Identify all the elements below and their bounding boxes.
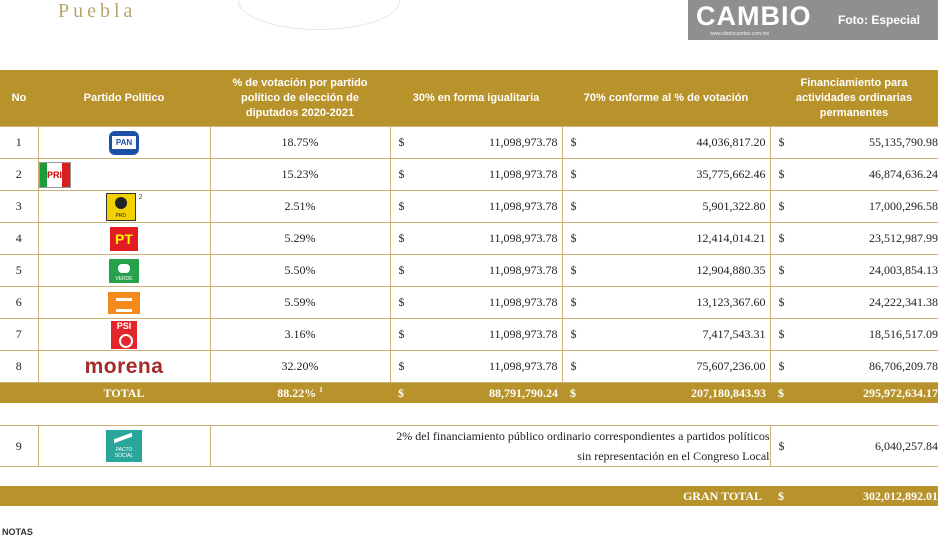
row-no: 8: [0, 351, 38, 383]
row-conforme: [562, 223, 770, 255]
row-pct: 5.59%: [210, 287, 390, 319]
row-igual: [390, 127, 562, 159]
amount: 12,414,014.21: [696, 231, 766, 245]
prd-logo-text: PRD: [115, 212, 127, 219]
currency-sign: $: [398, 359, 405, 373]
amount: 55,135,790.98: [869, 135, 938, 149]
pvem-logo-text: VERDE: [115, 275, 133, 282]
currency-sign: $: [570, 199, 577, 213]
currency-sign: $: [778, 385, 784, 400]
amount: 11,098,973.78: [488, 295, 558, 309]
seal-logo: [238, 0, 400, 30]
header-partido: Partido Político: [38, 70, 210, 127]
row-no: 3: [0, 191, 38, 223]
pri-logo-text: PRI: [47, 163, 62, 187]
amount: 7,417,543.31: [702, 327, 766, 341]
party-logo-cell: [38, 351, 210, 383]
total-financ: [770, 383, 938, 404]
currency-sign: $: [570, 263, 577, 277]
puebla-brand: Puebla: [58, 0, 137, 22]
amount: 13,123,367.60: [696, 295, 766, 309]
pt-logo-icon: PT: [110, 227, 138, 251]
amount: 207,180,843.93: [691, 385, 766, 400]
pan-logo-icon: [109, 131, 139, 155]
amount: 18,516,517.09: [869, 327, 938, 341]
amount: 35,775,662.46: [696, 167, 766, 181]
currency-sign: $: [570, 359, 577, 373]
cambio-banner: [688, 0, 938, 40]
pacto-social-logo-icon: [106, 430, 142, 462]
currency-sign: $: [570, 167, 577, 181]
currency-sign: $: [398, 135, 405, 149]
amount: 11,098,973.78: [488, 167, 558, 181]
row-conforme: [562, 287, 770, 319]
currency-sign: $: [778, 199, 785, 213]
row-pct: 5.50%: [210, 255, 390, 287]
small-parties-table: [0, 425, 938, 467]
cambio-url: www.diariocambio.com.mx: [710, 31, 770, 37]
row-financ: [770, 191, 938, 223]
photo-credit: Foto: Especial: [838, 13, 921, 27]
footnote-mark: 1: [319, 385, 323, 394]
header-no: No: [0, 70, 38, 127]
row-financ: [770, 127, 938, 159]
row-igual: [390, 319, 562, 351]
amount: 44,036,817.20: [696, 135, 766, 149]
table-row: [0, 426, 938, 467]
desc-line-2: sin representación en el Congreso Local: [577, 449, 770, 463]
amount: 17,000,296.58: [869, 199, 938, 213]
table-row: [0, 351, 938, 383]
row-financ: [770, 287, 938, 319]
currency-sign: $: [398, 295, 405, 309]
row-igual: [390, 255, 562, 287]
table-row: [0, 159, 938, 191]
header-conforme: 70% conforme al % de votación: [562, 70, 770, 127]
currency-sign: $: [778, 438, 785, 453]
notas-heading: NOTAS: [2, 527, 33, 537]
amount: 302,012,892.01: [863, 488, 938, 503]
row-financ: [770, 351, 938, 383]
row-conforme: [562, 255, 770, 287]
pri-logo-icon: [39, 162, 71, 188]
row-pct: 3.16%: [210, 319, 390, 351]
amount: 11,098,973.78: [488, 135, 558, 149]
currency-sign: $: [778, 488, 784, 503]
psi-logo-text: PSI: [116, 320, 132, 331]
currency-sign: $: [398, 327, 405, 341]
psi-logo-icon: [111, 321, 137, 349]
financing-table: [0, 70, 938, 403]
amount: 12,904,880.35: [696, 263, 766, 277]
row9-description: [210, 426, 770, 467]
amount: 75,607,236.00: [696, 359, 766, 373]
currency-sign: $: [398, 385, 404, 400]
row-pct: 2.51%: [210, 191, 390, 223]
gran-total-amount: [770, 486, 938, 506]
amount: 23,512,987.99: [869, 231, 938, 245]
table-row: [0, 191, 938, 223]
party-logo-cell: [38, 255, 210, 287]
row-financ: [770, 223, 938, 255]
row-conforme: [562, 127, 770, 159]
amount: 11,098,973.78: [488, 199, 558, 213]
amount: 86,706,209.78: [869, 359, 938, 373]
currency-sign: $: [778, 167, 785, 181]
header-financ: Financiamiento para actividades ordinarias permanentes: [770, 70, 938, 127]
row-no: 7: [0, 319, 38, 351]
row-financ: [770, 159, 938, 191]
total-row: [0, 383, 938, 404]
pvem-logo-icon: [109, 259, 139, 283]
currency-sign: $: [398, 167, 405, 181]
party-logo-cell: [38, 426, 210, 467]
amount: 11,098,973.78: [488, 359, 558, 373]
row-pct: 15.23%: [210, 159, 390, 191]
table-row: [0, 255, 938, 287]
row-no: 1: [0, 127, 38, 159]
currency-sign: $: [778, 327, 785, 341]
pan-logo-text: PAN: [112, 136, 136, 149]
row9-amount: [770, 426, 938, 467]
prd-logo-icon: [106, 193, 136, 221]
row-conforme: [562, 319, 770, 351]
table-row: [0, 127, 938, 159]
row-pct: 5.29%: [210, 223, 390, 255]
row-pct: 18.75%: [210, 127, 390, 159]
row-igual: [390, 159, 562, 191]
currency-sign: $: [570, 385, 576, 400]
row-no: 4: [0, 223, 38, 255]
row-financ: [770, 255, 938, 287]
table-row: [0, 287, 938, 319]
cambio-logo: CAMBIO: [696, 1, 812, 31]
header-igual: 30% en forma igualitaria: [390, 70, 562, 127]
currency-sign: $: [570, 327, 577, 341]
amount: 6,040,257.84: [875, 438, 938, 453]
currency-sign: $: [570, 135, 577, 149]
amount: 24,222,341.38: [869, 295, 938, 309]
footnote-mark: 2: [138, 192, 143, 201]
row-conforme: [562, 351, 770, 383]
currency-sign: $: [778, 295, 785, 309]
total-pct-value: 88.22%: [277, 385, 317, 400]
amount: 11,098,973.78: [488, 327, 558, 341]
currency-sign: $: [570, 231, 577, 245]
table-row: [0, 319, 938, 351]
currency-sign: $: [570, 295, 577, 309]
desc-line-1: 2% del financiamiento público ordinario correspondientes a partidos políticos: [396, 429, 770, 443]
amount: 46,874,636.24: [869, 167, 938, 181]
total-igual: [390, 383, 562, 404]
currency-sign: $: [778, 135, 785, 149]
row-igual: [390, 287, 562, 319]
currency-sign: $: [398, 199, 405, 213]
amount: 5,901,322.80: [702, 199, 766, 213]
total-label: TOTAL: [38, 383, 210, 404]
row-no: 9: [0, 426, 38, 467]
row-conforme: [562, 191, 770, 223]
currency-sign: $: [778, 359, 785, 373]
table-header-row: [0, 70, 938, 127]
currency-sign: $: [398, 231, 405, 245]
amount: 11,098,973.78: [488, 263, 558, 277]
mc-logo-icon: [108, 292, 140, 314]
amount: 88,791,790.24: [489, 385, 558, 400]
row-pct: 32.20%: [210, 351, 390, 383]
currency-sign: $: [398, 263, 405, 277]
pacto-social-logo-text: PACTO SOCIAL: [114, 447, 134, 459]
row-igual: [390, 191, 562, 223]
row-igual: [390, 351, 562, 383]
currency-sign: $: [778, 263, 785, 277]
gran-total-table: [0, 486, 938, 506]
row-no: 5: [0, 255, 38, 287]
party-logo-cell: [38, 191, 210, 223]
gran-total-row: [0, 486, 938, 506]
party-logo-cell: [38, 223, 210, 255]
currency-sign: $: [778, 231, 785, 245]
row-no: 2: [0, 159, 38, 191]
party-logo-cell: [38, 319, 210, 351]
amount: 295,972,634.17: [863, 385, 938, 400]
table-row: [0, 223, 938, 255]
amount: 11,098,973.78: [488, 231, 558, 245]
gran-total-label: GRAN TOTAL: [0, 486, 770, 506]
total-pct: [210, 383, 390, 404]
row-no: 6: [0, 287, 38, 319]
row-conforme: [562, 159, 770, 191]
amount: 24,003,854.13: [869, 263, 938, 277]
party-logo-cell: [38, 287, 210, 319]
morena-logo-icon: morena: [84, 354, 164, 378]
row-igual: [390, 223, 562, 255]
total-conforme: [562, 383, 770, 404]
row-financ: [770, 319, 938, 351]
header-pct: % de votación por partido político de elección de diputados 2020-2021: [210, 70, 390, 127]
party-logo-cell: [38, 127, 210, 159]
party-logo-cell: [38, 159, 210, 191]
